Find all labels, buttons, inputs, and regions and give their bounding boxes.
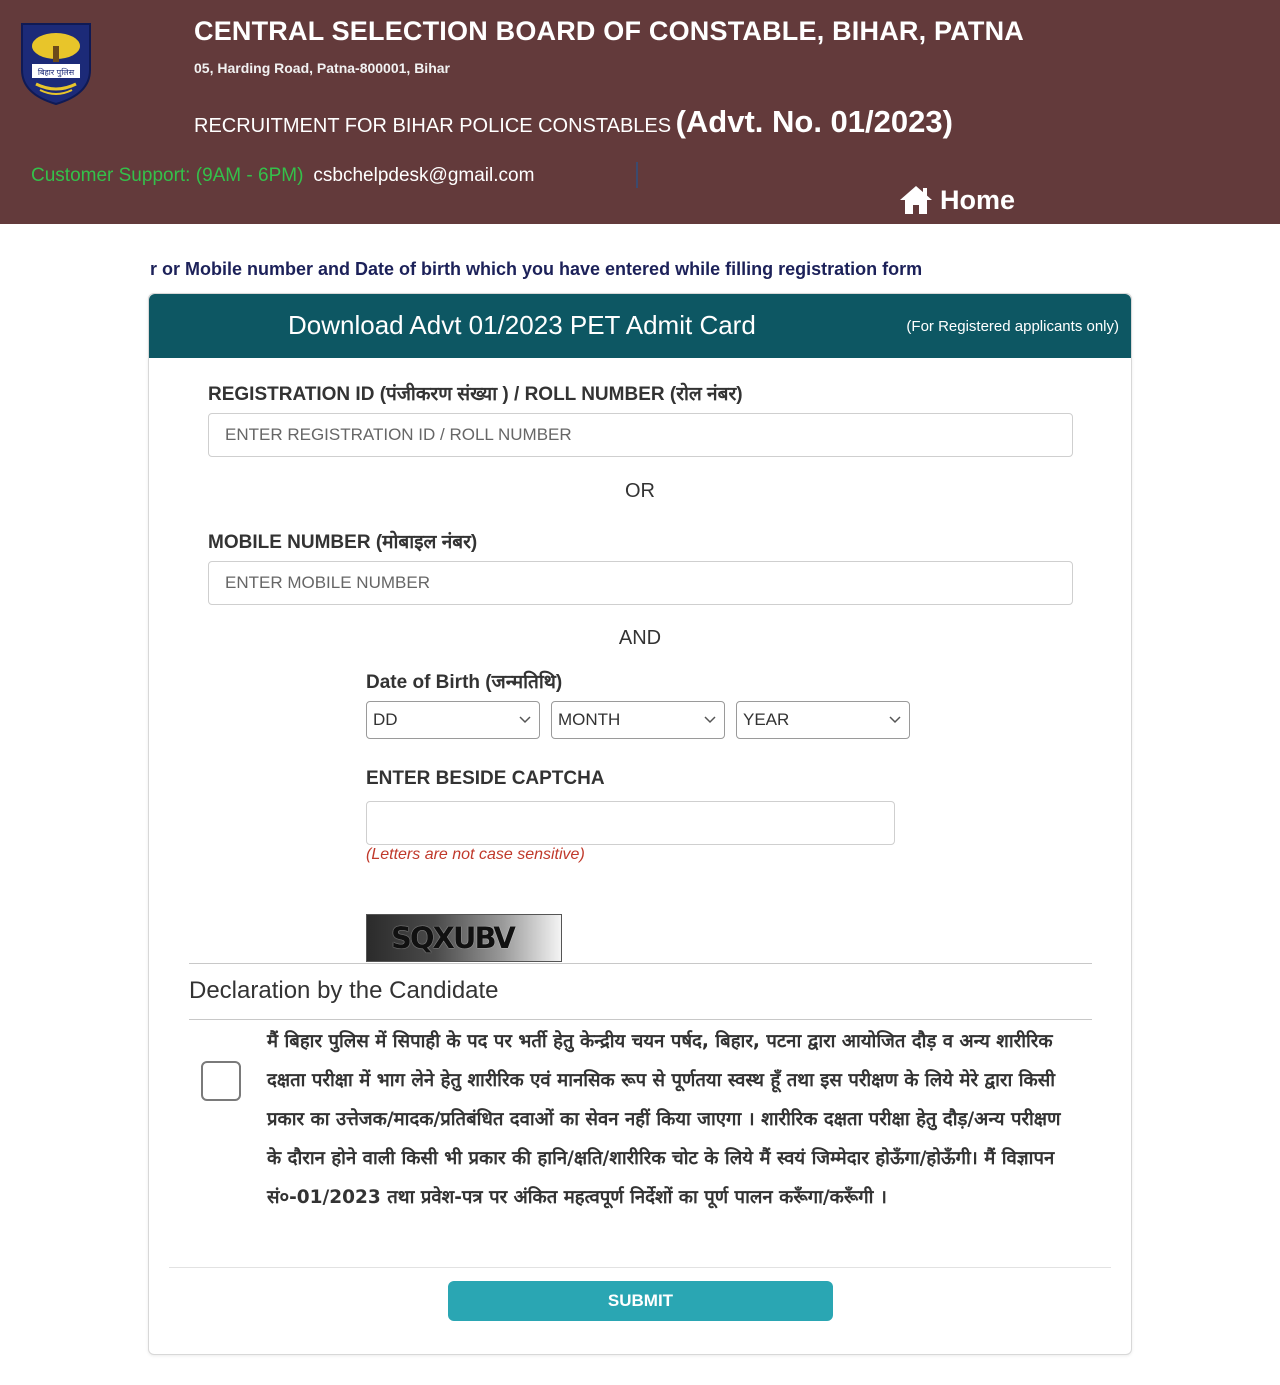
submit-button[interactable]: SUBMIT	[448, 1281, 833, 1321]
advt-number: (Advt. No. 01/2023)	[675, 104, 953, 139]
chevron-down-icon	[519, 714, 531, 726]
and-separator: AND	[618, 627, 662, 649]
mobile-input[interactable]	[208, 561, 1073, 605]
home-link[interactable]	[898, 182, 1015, 218]
mobile-label: MOBILE NUMBER (मोबाइल नंबर)	[208, 532, 478, 553]
site-header	[0, 0, 1280, 224]
org-address: 05, Harding Road, Patna-800001, Bihar	[194, 60, 450, 76]
dob-label: Date of Birth (जन्मतिथि)	[366, 672, 563, 693]
dob-month-select[interactable]	[551, 701, 725, 739]
bihar-police-logo	[18, 20, 94, 106]
declaration-checkbox[interactable]	[201, 1061, 241, 1101]
chevron-down-icon	[704, 714, 716, 726]
instruction-text: r or Mobile number and Date of birth which you have entered while filling registration form	[150, 259, 923, 279]
home-icon	[898, 184, 934, 216]
support-email[interactable]: csbchelpdesk@gmail.com	[313, 165, 535, 186]
dob-year-select[interactable]	[736, 701, 910, 739]
captcha-text: SQXUBV	[391, 921, 514, 955]
header-divider	[636, 162, 638, 188]
card-title: Download Advt 01/2023 PET Admit Card	[288, 310, 756, 340]
registered-note: (For Registered applicants only)	[906, 318, 1119, 335]
captcha-image	[366, 914, 562, 962]
home-label: Home	[940, 184, 1016, 215]
dob-year-value: YEAR	[743, 710, 790, 729]
divider	[189, 963, 1092, 964]
captcha-input[interactable]	[366, 801, 895, 845]
declaration-text: मैं बिहार पुलिस में सिपाही के पद पर भर्ती हेतु केन्द्रीय चयन पर्षद, बिहार, पटना द्वारा आयोजित दौड़ व अन्य शारीरिक दक्षता परीक्षा में भाग लेने हेतु शारीरिक एवं मानसिक रूप से पूर्णतया स्वस्थ हूँ तथा इस परीक्षण के लिये मेरे द्वारा किसी प्रकार का उत्तेजक/मादक/प्रतिबंधित दवाओं का सेवन नहीं किया जाएगा । शारीरिक दक्षता परीक्षा हेतु दौड़/अन्य परीक्षण के दौरान होने वाली किसी भी प्रकार की हानि/क्षति/शारीरिक चोट के लिये मैं स्वयं जिम्मेदार होऊँगा/होऊँगी। मैं विज्ञापन सं०-01/2023 तथा प्रवेश-पत्र पर अंकित महत्वपूर्ण निर्देशों का पूर्ण पालन करूँगा/करूँगी ।	[267, 1031, 1061, 1208]
declaration-heading: Declaration by the Candidate	[189, 977, 499, 1004]
captcha-label: ENTER BESIDE CAPTCHA	[366, 768, 605, 789]
card-header	[149, 294, 1131, 358]
admit-card-form	[148, 293, 1132, 1355]
dob-day-select[interactable]	[366, 701, 540, 739]
dob-day-value: DD	[373, 710, 398, 729]
customer-support	[31, 165, 534, 187]
support-label: Customer Support: (9AM - 6PM)	[31, 165, 304, 186]
or-separator: OR	[625, 480, 655, 502]
svg-text:बिहार पुलिस: बिहार पुलिस	[37, 68, 75, 77]
registration-input[interactable]	[208, 413, 1073, 457]
recruitment-text: RECRUITMENT FOR BIHAR POLICE CONSTABLES	[194, 115, 672, 137]
recruitment-heading	[194, 104, 953, 140]
chevron-down-icon	[889, 714, 901, 726]
captcha-hint: (Letters are not case sensitive)	[366, 846, 585, 863]
dob-month-value: MONTH	[558, 710, 621, 729]
divider	[189, 1019, 1092, 1020]
divider	[169, 1267, 1111, 1268]
org-title: CENTRAL SELECTION BOARD OF CONSTABLE, BIHAR, PATNA	[194, 16, 1024, 46]
registration-label: REGISTRATION ID (पंजीकरण संख्या ) / ROLL NUMBER (रोल नंबर)	[208, 384, 743, 405]
